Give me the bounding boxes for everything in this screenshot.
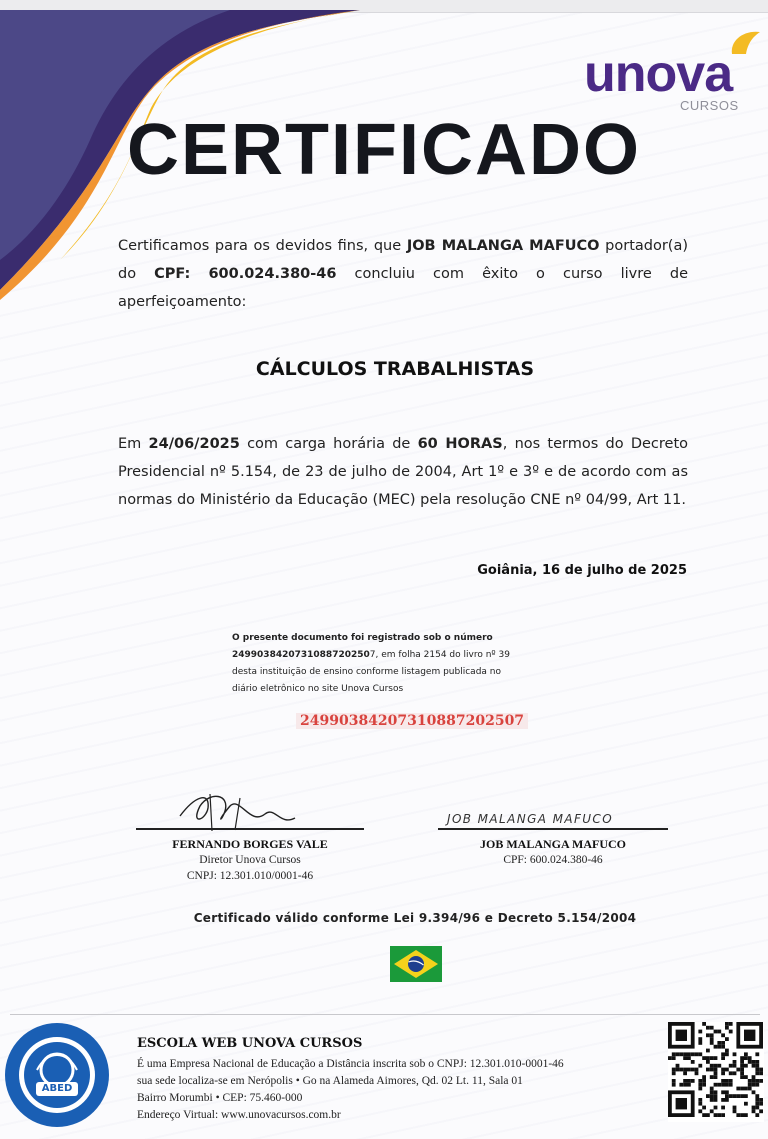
school-info-line-1: É uma Empresa Nacional de Educação a Distância inscrita sob o CNPJ: 12.301.010-0001-46 — [137, 1058, 564, 1070]
student-signature: JOB MALANGA MAFUCO — [447, 812, 614, 826]
certificate-title: CERTIFICADO — [127, 110, 641, 190]
school-info — [137, 1056, 657, 1124]
course-date: 24/06/2025 — [148, 436, 240, 452]
validity-statement: Certificado válido conforme Lei 9.394/96 e Decreto 5.154/2004 — [193, 911, 637, 925]
abed-seal-icon — [2, 1020, 112, 1130]
school-info-line-3: Bairro Morumbi • CEP: 75.460-000 — [137, 1092, 303, 1104]
registry-number: 24990384207310887202507 — [296, 713, 528, 729]
logo-wordmark: unova — [584, 45, 733, 103]
student-block — [438, 836, 668, 868]
course-name: CÁLCULOS TRABALHISTAS — [255, 358, 535, 380]
registry-line-3: desta instituição de ensino conforme listagem publicada no — [232, 667, 501, 677]
intro-text-1: Certificamos para os devidos fins, que — [118, 238, 407, 254]
intro-text-3: concluiu com êxito o curso livre de aperfeiçoamento: — [118, 266, 689, 310]
logo-subtitle: CURSOS — [680, 98, 739, 113]
intro-paragraph — [118, 232, 688, 316]
details-text-1: Em — [118, 436, 149, 452]
intro-text-2: portador(a) do — [118, 238, 688, 282]
brazil-flag-icon — [390, 946, 442, 982]
school-info-line-4: Endereço Virtual: www.unovacursos.com.br — [137, 1109, 341, 1121]
director-signature-line — [136, 828, 364, 830]
details-text-2: com carga horária de — [239, 436, 418, 452]
registry-line-4: diário eletrônico no site Unova Cursos — [232, 684, 404, 694]
director-name: FERNANDO BORGES VALE — [172, 837, 328, 851]
student-name: JOB MALANGA MAFUCO — [406, 238, 600, 254]
registry-number-inline: 2499038420731088720250 — [232, 650, 370, 660]
unova-logo — [580, 28, 760, 118]
director-cnpj: CNPJ: 12.301.010/0001-46 — [186, 870, 314, 882]
director-role: Diretor Unova Cursos — [199, 854, 301, 866]
seal-label: ABED — [41, 1083, 73, 1094]
course-hours: 60 HORAS — [417, 436, 503, 452]
details-paragraph — [118, 430, 688, 514]
cpf-value: 600.024.380-46 — [208, 266, 337, 282]
qr-code-icon — [668, 1022, 764, 1122]
details-text-3: , nos termos do Decreto Presidencial nº 5.154, de 23 de julho de 2004, Art 1º e 3º e de acordo com as normas do Ministério da Educação (MEC) pela resolução CNE nº 04/99, Art 11. — [118, 436, 689, 508]
logo-drop-icon — [728, 28, 764, 58]
cpf-label: CPF: — [154, 266, 191, 282]
registry-line-1: O presente documento foi registrado sob o número — [232, 633, 493, 643]
student-signature-line — [438, 828, 668, 830]
student-signature-name: JOB MALANGA MAFUCO — [480, 837, 626, 851]
footer-divider — [10, 1014, 760, 1015]
school-name: ESCOLA WEB UNOVA CURSOS — [137, 1036, 363, 1051]
registry-line-2 — [232, 647, 562, 664]
place-and-date: Goiânia, 16 de julho de 2025 — [477, 563, 687, 578]
school-info-line-2: sua sede localiza-se em Nerópolis • Go na Alameda Aimores, Qd. 02 Lt. 11, Sala 01 — [137, 1075, 523, 1087]
student-cpf: CPF: 600.024.380-46 — [503, 854, 603, 866]
director-block — [136, 836, 364, 884]
registry-note — [232, 630, 562, 698]
registry-folio: 7, em folha 2154 do livro nº 39 — [369, 650, 510, 660]
